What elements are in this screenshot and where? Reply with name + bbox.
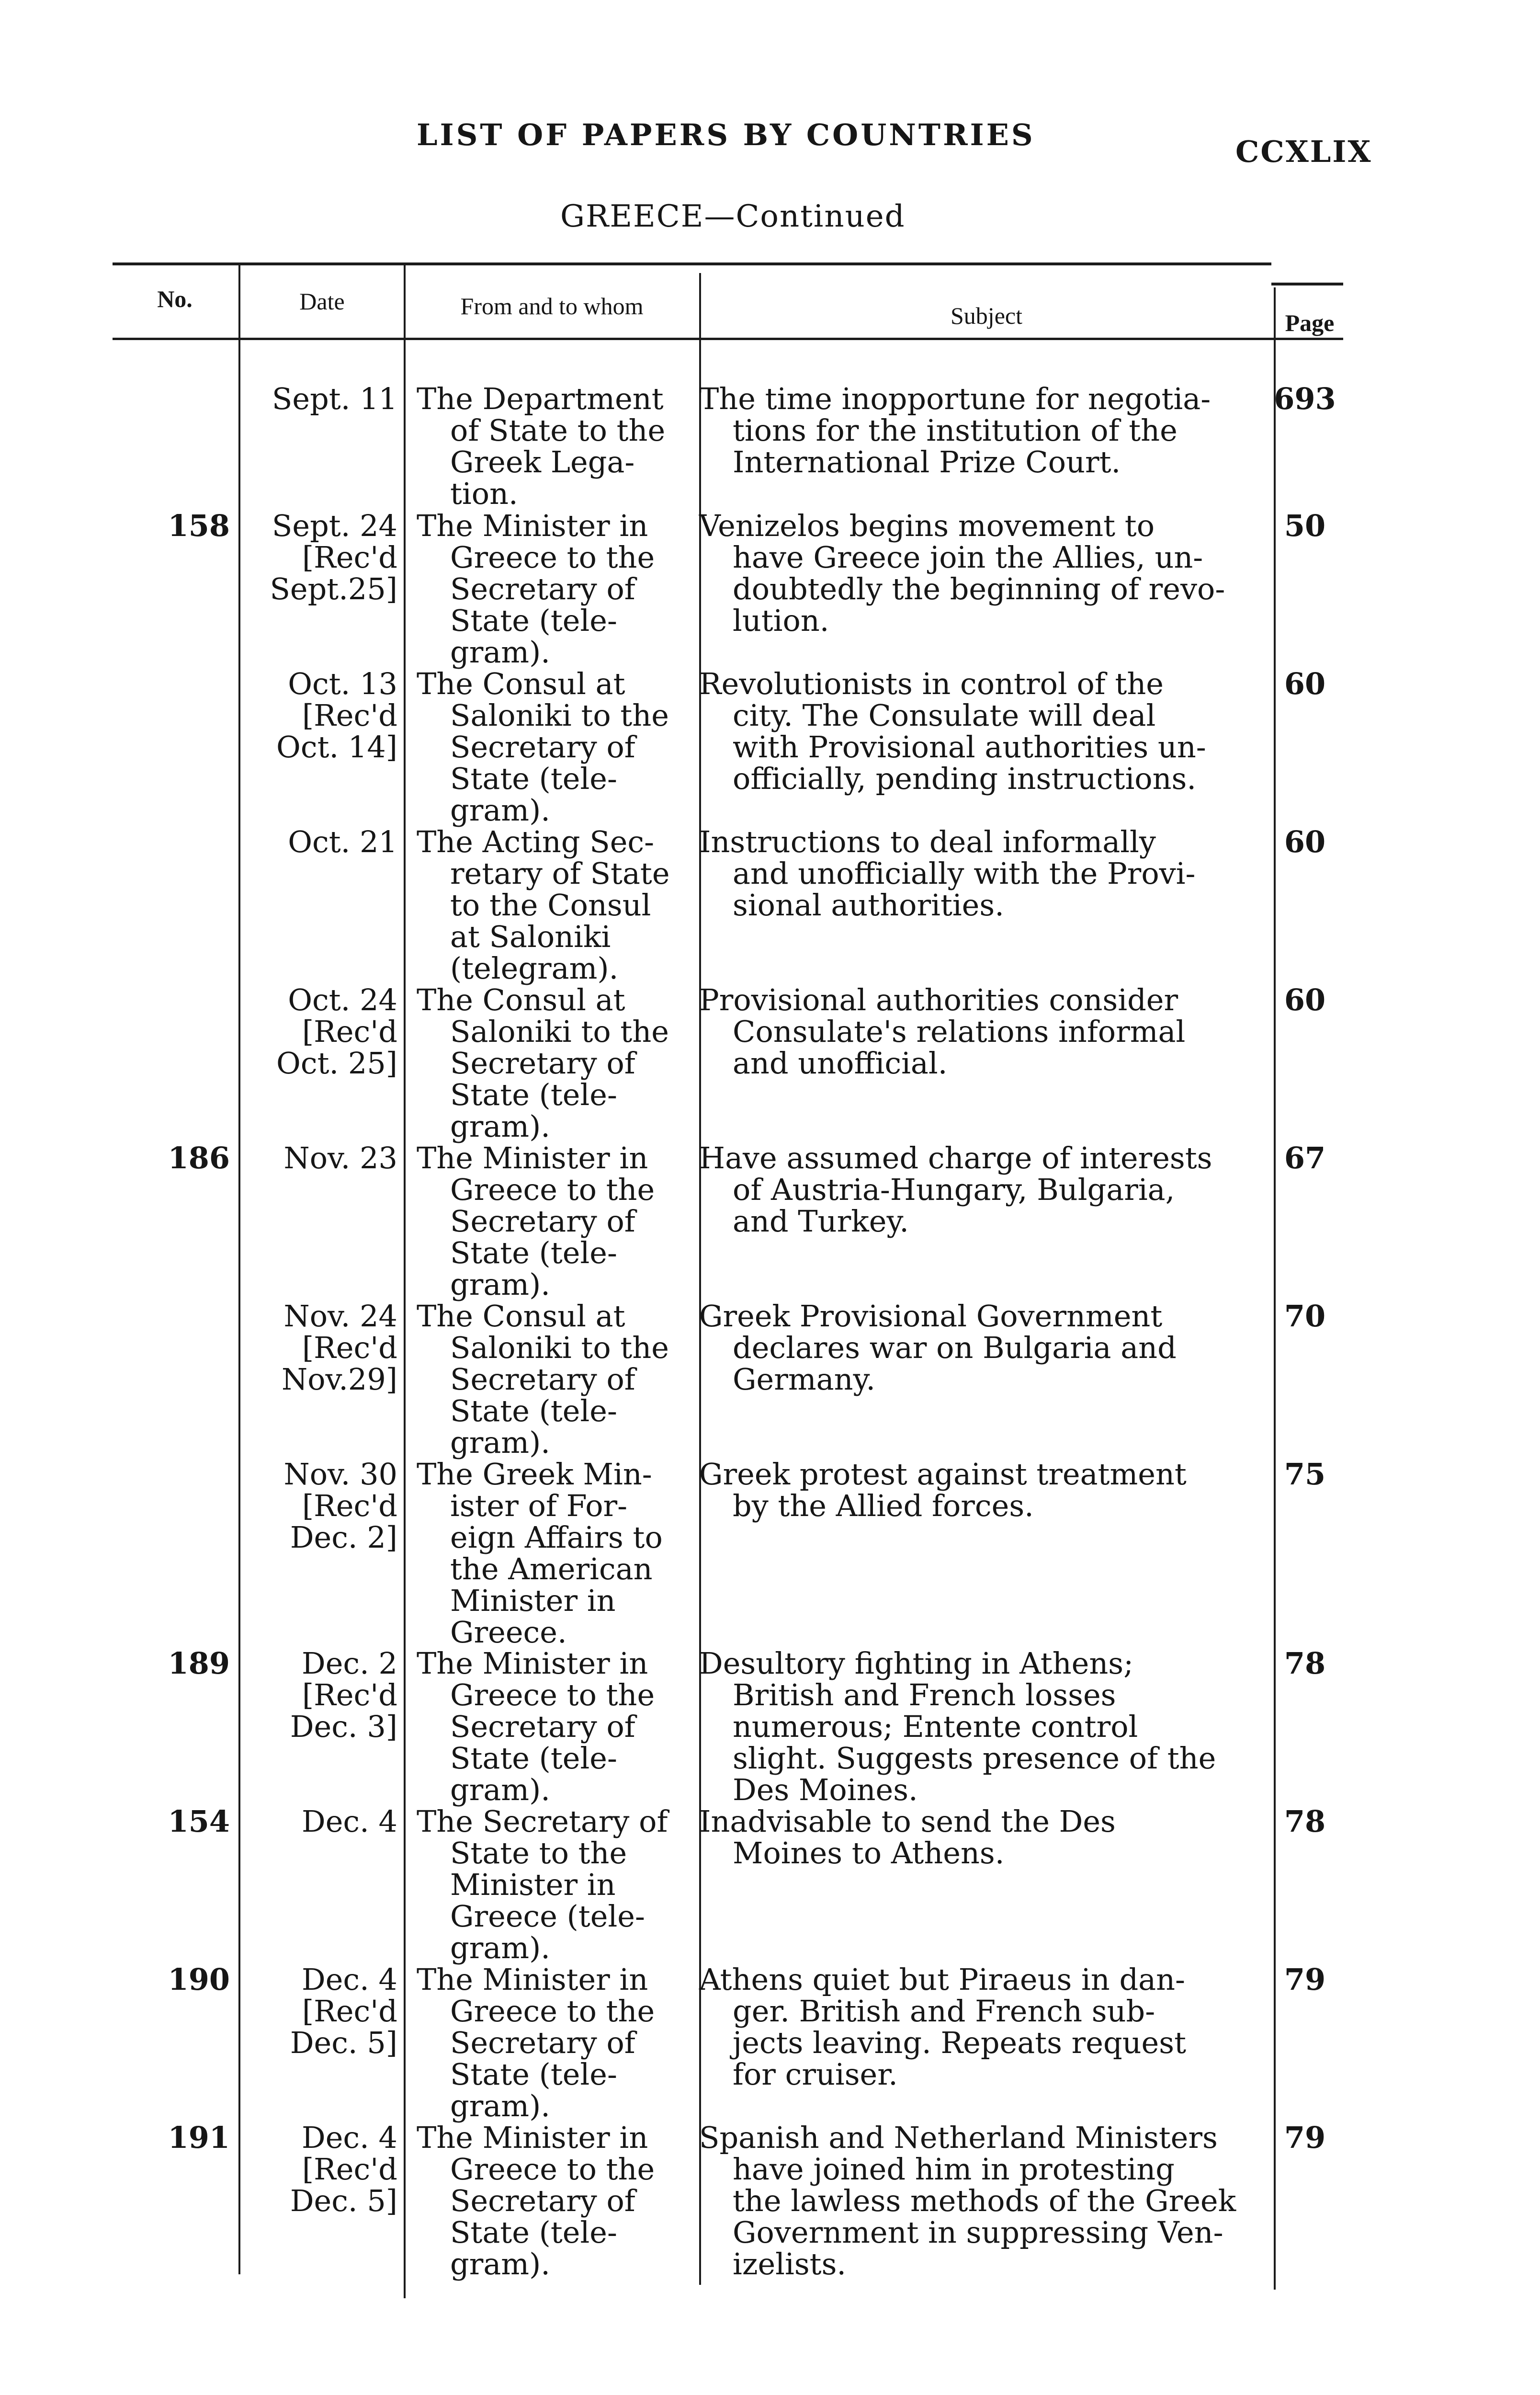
from-line: Secretary of xyxy=(450,1709,635,1744)
date-line: Nov. 23 xyxy=(283,1140,397,1175)
date-line: Oct. 13 xyxy=(288,666,397,701)
subject-line: of Austria-Hungary, Bulgaria, xyxy=(733,1172,1175,1207)
subject-line: Greek Provisional Government xyxy=(699,1299,1163,1334)
entry-subject xyxy=(699,1806,1238,1869)
from-line: State (tele- xyxy=(450,1077,617,1112)
from-line: Greece to the xyxy=(450,2152,655,2187)
date-line: Sept.25] xyxy=(270,571,397,606)
entry-page: 693 xyxy=(1274,381,1336,416)
from-line: Greece to the xyxy=(450,1677,655,1712)
from-line: gram). xyxy=(450,1109,550,1144)
entry-page: 79 xyxy=(1284,2120,1326,2155)
entry-date xyxy=(239,826,397,858)
subject-line: slight. Suggests presence of the xyxy=(733,1741,1216,1776)
subject-line: Spanish and Netherland Ministers xyxy=(699,2120,1218,2155)
date-line: Oct. 24 xyxy=(288,982,397,1017)
date-line: Dec. 2] xyxy=(290,1520,397,1555)
entry-from-to xyxy=(417,383,685,510)
from-line: State (tele- xyxy=(450,603,617,638)
date-line: Dec. 2 xyxy=(302,1646,397,1681)
subject-line: with Provisional authorities un- xyxy=(733,730,1206,764)
subject-line: Desultory fighting in Athens; xyxy=(699,1646,1133,1681)
date-line: Dec. 4 xyxy=(302,2120,397,2155)
date-line: Nov. 24 xyxy=(283,1299,397,1334)
from-line: The Minister in xyxy=(417,508,648,543)
from-line: at Saloniki xyxy=(450,919,611,954)
section-subtitle: GREECE—Continued xyxy=(560,199,906,234)
subject-line: Instructions to deal informally xyxy=(699,824,1156,859)
from-line: retary of State xyxy=(450,856,670,891)
subject-line: Have assumed charge of interests xyxy=(699,1140,1212,1175)
col-header-date: Date xyxy=(299,288,345,315)
from-line: Greece to the xyxy=(450,1172,655,1207)
from-line: State to the xyxy=(450,1836,627,1870)
page-numeral: CCXLIX xyxy=(1235,134,1372,169)
from-line: State (tele- xyxy=(450,2057,617,2092)
entry-from-to xyxy=(417,984,685,1142)
subject-line: and unofficially with the Provi- xyxy=(733,856,1196,891)
from-line: eign Affairs to xyxy=(450,1520,663,1555)
col-header-no: No. xyxy=(157,285,192,312)
date-line: Oct. 21 xyxy=(288,824,397,859)
entry-number: 190 xyxy=(168,1962,230,1997)
entry-from-to xyxy=(417,826,685,984)
subject-line: Venizelos begins movement to xyxy=(699,508,1155,543)
from-line: Greek Lega- xyxy=(450,445,635,479)
subject-line: doubtedly the beginning of revo- xyxy=(733,571,1225,606)
from-line: gram). xyxy=(450,1772,550,1807)
from-line: The Minister in xyxy=(417,1962,648,1997)
subject-line: have joined him in protesting xyxy=(733,2152,1175,2187)
subject-line: jects leaving. Repeats request xyxy=(733,2025,1186,2060)
entry-date xyxy=(239,1459,397,1553)
from-line: tion. xyxy=(450,476,518,511)
entry-page: 75 xyxy=(1284,1457,1326,1492)
entry-from-to xyxy=(417,1648,685,1806)
date-line: Dec. 5] xyxy=(290,2183,397,2218)
from-line: gram). xyxy=(450,635,550,670)
subject-line: Greek protest against treatment xyxy=(699,1457,1187,1492)
from-line: The Minister in xyxy=(417,2120,648,2155)
from-line: Greece (tele- xyxy=(450,1899,645,1934)
subject-line: city. The Consulate will deal xyxy=(733,698,1156,733)
entry-from-to xyxy=(417,2122,685,2280)
date-line: [Rec'd xyxy=(302,540,397,575)
entry-page: 70 xyxy=(1284,1299,1326,1334)
entry-subject xyxy=(699,1648,1238,1806)
from-line: Secretary of xyxy=(450,2183,635,2218)
col-header-subject: Subject xyxy=(951,302,1022,329)
entry-date xyxy=(239,668,397,763)
from-line: Secretary of xyxy=(450,1362,635,1397)
date-line: [Rec'd xyxy=(302,1014,397,1049)
from-line: Secretary of xyxy=(450,571,635,606)
from-line: gram). xyxy=(450,1425,550,1460)
subject-line: Government in suppressing Ven- xyxy=(733,2215,1223,2250)
col-header-from: From and to whom xyxy=(460,293,644,319)
from-line: The Consul at xyxy=(417,982,625,1017)
from-line: (telegram). xyxy=(450,951,619,986)
entry-subject xyxy=(699,984,1238,1079)
subject-line: Des Moines. xyxy=(733,1772,918,1807)
entry-subject xyxy=(699,1300,1238,1395)
entry-number: 186 xyxy=(168,1140,230,1175)
subject-line: declares war on Bulgaria and xyxy=(733,1330,1177,1365)
subject-line: officially, pending instructions. xyxy=(733,761,1197,796)
entry-date xyxy=(239,510,397,605)
entry-page: 60 xyxy=(1284,982,1326,1017)
subject-line: Athens quiet but Piraeus in dan- xyxy=(699,1962,1185,1997)
from-line: Greece to the xyxy=(450,540,655,575)
from-line: Greece to the xyxy=(450,1994,655,2029)
subject-line: Moines to Athens. xyxy=(733,1836,1005,1870)
entry-subject xyxy=(699,1459,1238,1522)
from-line: Secretary of xyxy=(450,730,635,764)
entry-from-to xyxy=(417,510,685,668)
from-line: Minister in xyxy=(450,1867,616,1902)
subject-line: for cruiser. xyxy=(733,2057,898,2092)
subject-line: numerous; Entente control xyxy=(733,1709,1138,1744)
subject-line: the lawless methods of the Greek xyxy=(733,2183,1236,2218)
entry-from-to xyxy=(417,1142,685,1300)
subject-line: by the Allied forces. xyxy=(733,1488,1034,1523)
entry-number: 154 xyxy=(168,1804,230,1839)
from-line: gram). xyxy=(450,793,550,828)
from-line: ister of For- xyxy=(450,1488,628,1523)
entry-number: 191 xyxy=(168,2120,230,2155)
subject-line: tions for the institution of the xyxy=(733,413,1178,448)
date-line: Dec. 3] xyxy=(290,1709,397,1744)
entry-subject xyxy=(699,383,1238,478)
date-line: [Rec'd xyxy=(302,698,397,733)
running-title: LIST OF PAPERS BY COUNTRIES xyxy=(417,117,1035,152)
date-line: Nov. 30 xyxy=(283,1457,397,1492)
from-line: The Consul at xyxy=(417,1299,625,1334)
date-line: [Rec'd xyxy=(302,1994,397,2029)
from-line: State (tele- xyxy=(450,2215,617,2250)
from-line: The Secretary of xyxy=(417,1804,668,1839)
entry-page: 78 xyxy=(1284,1804,1326,1839)
from-line: State (tele- xyxy=(450,1393,617,1428)
date-line: Nov.29] xyxy=(281,1362,397,1397)
entry-page: 79 xyxy=(1284,1962,1326,1997)
subject-line: The time inopportune for negotia- xyxy=(699,381,1211,416)
from-line: The Minister in xyxy=(417,1140,648,1175)
from-line: Saloniki to the xyxy=(450,698,669,733)
subject-line: sional authorities. xyxy=(733,888,1004,923)
entry-subject xyxy=(699,2122,1238,2280)
entry-from-to xyxy=(417,1300,685,1459)
date-line: Sept. 24 xyxy=(272,508,397,543)
from-line: of State to the xyxy=(450,413,666,448)
entry-date xyxy=(239,1648,397,1743)
entry-date xyxy=(239,383,397,415)
subject-line: lution. xyxy=(733,603,829,638)
from-line: Greece. xyxy=(450,1615,567,1650)
entry-from-to xyxy=(417,1964,685,2122)
from-line: The Consul at xyxy=(417,666,625,701)
subject-line: izelists. xyxy=(733,2247,847,2281)
entry-date xyxy=(239,2122,397,2217)
entry-date xyxy=(239,1300,397,1395)
date-line: [Rec'd xyxy=(302,1330,397,1365)
entry-date xyxy=(239,1806,397,1837)
date-line: Oct. 25] xyxy=(276,1046,397,1081)
date-line: [Rec'd xyxy=(302,2152,397,2187)
subject-line: Inadvisable to send the Des xyxy=(699,1804,1116,1839)
subject-line: have Greece join the Allies, un- xyxy=(733,540,1203,575)
entry-from-to xyxy=(417,668,685,826)
from-line: gram). xyxy=(450,2088,550,2123)
entry-date xyxy=(239,1964,397,2059)
from-line: Minister in xyxy=(450,1583,616,1618)
date-line: Oct. 14] xyxy=(276,730,397,764)
entry-page: 50 xyxy=(1284,508,1326,543)
subject-line: Germany. xyxy=(733,1362,876,1397)
from-line: State (tele- xyxy=(450,1235,617,1270)
from-line: State (tele- xyxy=(450,761,617,796)
entry-page: 60 xyxy=(1284,824,1326,859)
subject-line: British and French losses xyxy=(733,1677,1116,1712)
entry-page: 60 xyxy=(1284,666,1326,701)
date-line: [Rec'd xyxy=(302,1677,397,1712)
column-divider-2 xyxy=(404,262,406,2298)
table-top-rule-right xyxy=(1271,283,1343,285)
subject-line: Consulate's relations informal xyxy=(733,1014,1186,1049)
from-line: Secretary of xyxy=(450,1204,635,1239)
table-top-rule xyxy=(113,262,1271,265)
from-line: The Minister in xyxy=(417,1646,648,1681)
subject-line: and Turkey. xyxy=(733,1204,909,1239)
subject-line: Provisional authorities consider xyxy=(699,982,1178,1017)
from-line: the American xyxy=(450,1551,653,1586)
date-line: Dec. 5] xyxy=(290,2025,397,2060)
date-line: Dec. 4 xyxy=(302,1962,397,1997)
entry-subject xyxy=(699,668,1238,795)
from-line: gram). xyxy=(450,2247,550,2281)
from-line: to the Consul xyxy=(450,888,651,923)
col-header-page: Page xyxy=(1285,309,1335,336)
entry-date xyxy=(239,1142,397,1174)
from-line: gram). xyxy=(450,1930,550,1965)
entry-page: 67 xyxy=(1284,1140,1326,1175)
from-line: Secretary of xyxy=(450,2025,635,2060)
header-bottom-rule xyxy=(113,338,1343,340)
entry-subject xyxy=(699,1142,1238,1237)
from-line: Saloniki to the xyxy=(450,1014,669,1049)
subject-line: Revolutionists in control of the xyxy=(699,666,1164,701)
date-line: [Rec'd xyxy=(302,1488,397,1523)
entry-page: 78 xyxy=(1284,1646,1326,1681)
entry-from-to xyxy=(417,1806,685,1964)
from-line: State (tele- xyxy=(450,1741,617,1776)
from-line: The Greek Min- xyxy=(417,1457,652,1492)
from-line: gram). xyxy=(450,1267,550,1302)
entry-number: 158 xyxy=(168,508,230,543)
subject-line: and unofficial. xyxy=(733,1046,948,1081)
subject-line: International Prize Court. xyxy=(733,445,1121,479)
from-line: Secretary of xyxy=(450,1046,635,1081)
from-line: The Acting Sec- xyxy=(417,824,655,859)
subject-line: ger. British and French sub- xyxy=(733,1994,1155,2029)
entry-subject xyxy=(699,1964,1238,2090)
entry-from-to xyxy=(417,1459,685,1648)
from-line: Saloniki to the xyxy=(450,1330,669,1365)
date-line: Dec. 4 xyxy=(302,1804,397,1839)
entry-subject xyxy=(699,826,1238,921)
entry-date xyxy=(239,984,397,1079)
entry-number: 189 xyxy=(168,1646,230,1681)
entry-subject xyxy=(699,510,1238,637)
date-line: Sept. 11 xyxy=(272,381,397,416)
from-line: The Department xyxy=(417,381,664,416)
